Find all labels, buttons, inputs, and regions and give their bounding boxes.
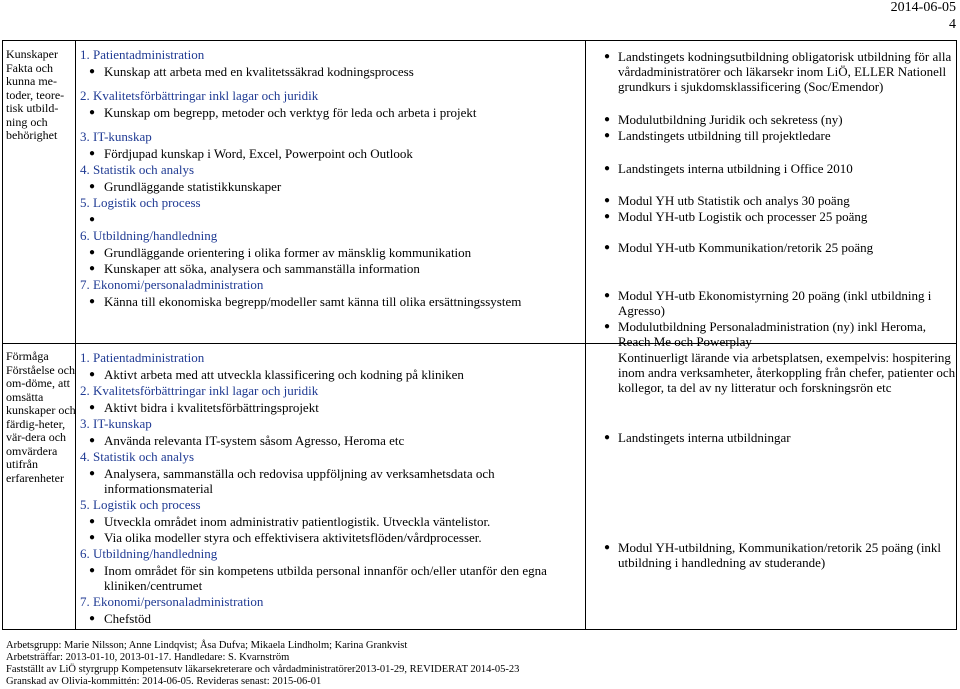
document-footer: [6, 640, 519, 688]
bullet-icon: ●: [88, 369, 96, 380]
list-item: ● Analysera, sammanställa och redovisa uppföljning av verksamhetsdata och informationsmaterial: [80, 466, 580, 496]
list-item: ● Använda relevanta IT-system såsom Agresso, Heroma etc: [80, 433, 580, 448]
bullet-icon: ●: [603, 542, 611, 553]
list-item: ● Känna till ekonomiska begrepp/modeller samt känna till olika ersättningssystem: [80, 294, 580, 309]
section-heading: 3. IT-kunskap: [80, 129, 152, 144]
bullet-icon: ●: [88, 516, 96, 527]
section-heading: 1. Patientadministration: [80, 350, 205, 365]
list-item: ● Kunskap om begrepp, metoder och verktyg för leda och arbeta i projekt: [80, 105, 580, 120]
bullet-icon: ●: [603, 321, 611, 332]
footer-line: Arbetsgrupp: Marie Nilsson; Anne Lindqvist; Åsa Dufva; Mikaela Lindholm; Karina Grankvist: [6, 640, 408, 651]
right-item-9: ● Modulutbildning Personaladministration (ny) inkl Heroma, Reach Me och Powerplay: [596, 319, 956, 349]
bullet-icon: ●: [88, 435, 96, 446]
document-date: 2014-06-05: [890, 0, 956, 15]
section-heading: 4. Statistik och analys: [80, 162, 195, 177]
right-item-4: ● Landstingets interna utbildning i Office 2010: [596, 161, 956, 176]
table-divider-2: [585, 40, 586, 630]
bullet-icon: ●: [88, 107, 96, 118]
section-heading: 6. Utbildning/handledning: [80, 546, 218, 561]
bullet-icon: ●: [603, 290, 611, 301]
footer-line: Granskad av Olivia-kommittén: 2014-06-05. Revideras senast: 2015-06-01: [6, 676, 322, 687]
list-item: ● Chefstöd: [80, 611, 580, 626]
list-item: ● Aktivt arbeta med att utveckla klassificering och kodning på kliniken: [80, 367, 580, 382]
list-item: ● Fördjupad kunskap i Word, Excel, Powerpoint och Outlook: [80, 146, 580, 161]
bullet-icon: ●: [88, 66, 96, 77]
bullet-icon: ●: [88, 247, 96, 258]
bullet-icon: ●: [88, 468, 96, 479]
bullet-icon: ●: [88, 613, 96, 624]
list-item: ● Grundläggande statistikkunskaper: [80, 179, 580, 194]
footer-line: Fastställt av LiÖ styrgrupp Kompetensutv läkarsekreterare och vårdadministratörer2013-01-29, REVIDERAT 2014-05-23: [6, 664, 520, 675]
bullet-icon: ●: [88, 181, 96, 192]
right-item-1: ● Landstingets kodningsutbildning obligatorisk utbildning för alla vårdadministratörer och läkarsekr inom LiÖ, ELLER Nationell grundkurs i sjukdomsklassificering (Soc/Emendor): [596, 49, 956, 94]
list-item: ● Grundläggande orientering i olika former av mänsklig kommunikation: [80, 245, 580, 260]
bullet-icon: ●: [603, 114, 611, 125]
bullet-icon: ●: [603, 51, 611, 62]
table-border-right: [956, 40, 957, 630]
list-item: ● Kunskaper att söka, analysera och sammanställa information: [80, 261, 580, 276]
bullet-icon: ●: [88, 296, 96, 307]
right-item-2: ● Modulutbildning Juridik och sekretess (ny): [596, 112, 956, 127]
right-item-3: ● Landstingets utbildning till projektledare: [596, 128, 956, 143]
list-item: ● Aktivt bidra i kvalitetsförbättringsprojekt: [80, 400, 580, 415]
section-heading: 2. Kvalitetsförbättringar inkl lagar och juridik: [80, 383, 319, 398]
bullet-icon: ●: [603, 432, 611, 443]
right-item-10: Kontinuerligt lärande via arbetsplatsen, exempelvis: hospitering inom andra verksamheter, återkoppling från chefer, patienter och kollegor, ta del av ny litteratur och forskningsrön etc: [618, 350, 956, 395]
bullet-icon: ●: [603, 130, 611, 141]
section-heading: 7. Ekonomi/personaladministration: [80, 594, 264, 609]
bullet-icon: ●: [603, 163, 611, 174]
formaga-sections: [80, 350, 580, 627]
section-heading: 1. Patientadministration: [80, 47, 205, 62]
page-number: 4: [949, 17, 956, 32]
right-item-8: ● Modul YH-utb Ekonomistyrning 20 poäng (inkl utbildning i Agresso): [596, 288, 956, 318]
table-border-bottom: [2, 629, 957, 630]
table-border-left: [2, 40, 3, 630]
bullet-icon: ●: [88, 214, 96, 225]
bullet-icon: ●: [603, 211, 611, 222]
bullet-icon: ●: [88, 263, 96, 274]
bullet-icon: ●: [88, 532, 96, 543]
right-item-11: ● Landstingets interna utbildningar: [596, 430, 956, 445]
section-heading: 7. Ekonomi/personaladministration: [80, 277, 264, 292]
list-item: ● Inom området för sin kompetens utbilda personal innanför och/eller utanför den egna kliniken/centrumet: [80, 563, 580, 593]
side-label-formaga: Förmåga Förståelse och om-döme, att omsätta kunskaper och färdig-heter, vär-dera och omvärdera utifrån erfarenheter: [6, 349, 76, 485]
bullet-icon: ●: [603, 195, 611, 206]
section-heading: 3. IT-kunskap: [80, 416, 152, 431]
section-heading: 5. Logistik och process: [80, 497, 201, 512]
bullet-icon: ●: [88, 148, 96, 159]
section-heading: 6. Utbildning/handledning: [80, 228, 218, 243]
right-item-6: ● Modul YH-utb Logistik och processer 25 poäng: [596, 209, 956, 224]
list-item: ● Via olika modeller styra och effektivisera aktivitetsflöden/vårdprocesser.: [80, 530, 580, 545]
list-item: ● Utveckla området inom administrativ patientlogistik. Utveckla väntelistor.: [80, 514, 580, 529]
footer-line: Arbetsträffar: 2013-01-10, 2013-01-17. Handledare: S. Kvarnström: [6, 652, 290, 663]
right-item-12: ● Modul YH-utbildning, Kommunikation/retorik 25 poäng (inkl utbildning i handledning av studerande): [596, 540, 956, 570]
kunskaper-sections: [80, 47, 580, 310]
section-heading: 4. Statistik och analys: [80, 449, 195, 464]
bullet-icon: ●: [88, 402, 96, 413]
section-heading: 5. Logistik och process: [80, 195, 201, 210]
list-item: ● Kunskap att arbeta med en kvalitetssäkrad kodningsprocess: [80, 64, 580, 79]
bullet-icon: ●: [88, 565, 96, 576]
table-border-top: [2, 40, 957, 41]
list-item: [80, 212, 580, 227]
section-heading: 2. Kvalitetsförbättringar inkl lagar och juridik: [80, 88, 319, 103]
right-item-5: ● Modul YH utb Statistik och analys 30 poäng: [596, 193, 956, 208]
bullet-icon: ●: [603, 242, 611, 253]
right-item-7: ● Modul YH-utb Kommunikation/retorik 25 poäng: [596, 240, 956, 255]
side-label-kunskaper: Kunskaper Fakta och kunna me-toder, teore-tisk utbild-ning och behörighet: [6, 47, 65, 142]
